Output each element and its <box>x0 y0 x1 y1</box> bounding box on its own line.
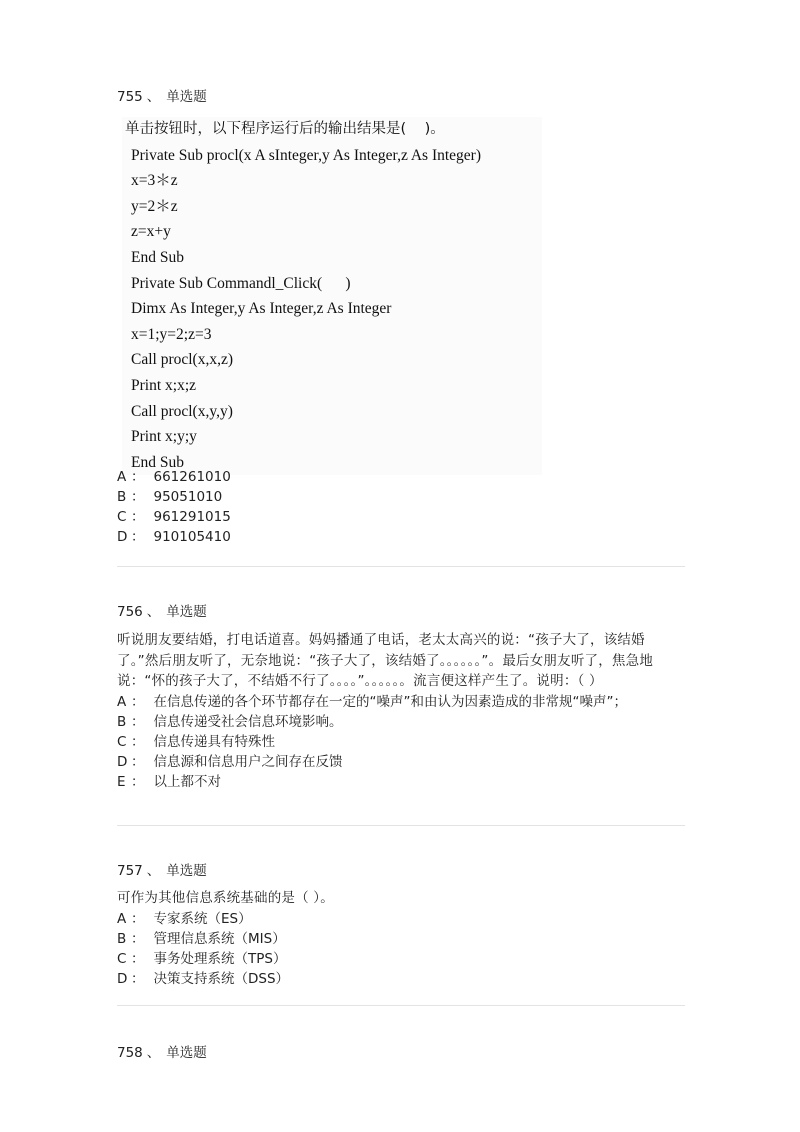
question-divider <box>117 825 685 826</box>
question-number: 757 <box>117 863 143 879</box>
code-line: Dimx As Integer,y As Integer,z As Integer <box>131 300 392 318</box>
code-line: x=1;y=2;z=3 <box>131 325 212 343</box>
option-colon: ： <box>131 970 145 987</box>
option-colon: ： <box>131 469 145 485</box>
option-a[interactable] <box>117 692 685 712</box>
code-line: Print x;x;z <box>131 376 197 394</box>
option-a[interactable] <box>117 467 685 487</box>
code-line: Private Sub procl(x A sInteger,y As Integer,z As Integer) <box>131 146 482 164</box>
option-text: 95051010 <box>153 489 223 505</box>
code-line: End Sub <box>131 248 184 266</box>
code-title: 单击按钮时，以下程序运行后的输出结果是( )。 <box>125 121 445 137</box>
question-separator: 、 <box>146 604 161 620</box>
option-d[interactable] <box>117 969 685 989</box>
option-e[interactable] <box>117 772 685 792</box>
option-text: 961291015 <box>153 509 231 525</box>
code-line: y=2＊z <box>131 197 178 215</box>
code-line: Private Sub Commandl_Click( ) <box>131 274 351 292</box>
option-colon: ： <box>131 773 145 790</box>
option-text: 以上都不对 <box>153 773 221 790</box>
option-text: 专家系统（ES） <box>153 910 252 927</box>
option-letter: B <box>117 930 127 947</box>
option-text: 管理信息系统（MIS） <box>153 930 286 947</box>
option-text: 事务处理系统（TPS） <box>153 950 287 967</box>
code-line: Call procl(x,x,z) <box>131 351 234 369</box>
option-letter: D <box>117 970 128 987</box>
option-letter: E <box>117 773 126 790</box>
question-755 <box>117 87 685 475</box>
question-header <box>117 602 685 622</box>
option-colon: ： <box>131 713 145 730</box>
option-c[interactable] <box>117 732 685 752</box>
code-line: z=x+y <box>131 223 171 241</box>
option-c[interactable] <box>117 507 685 527</box>
option-letter: D <box>117 753 128 770</box>
question-type: 单选题 <box>166 604 207 620</box>
option-colon: ： <box>131 489 145 505</box>
option-b[interactable] <box>117 487 685 507</box>
code-line: x=3＊z <box>131 172 178 190</box>
option-d[interactable] <box>117 527 685 547</box>
code-snippet-image <box>122 117 542 475</box>
option-text: 在信息传递的各个环节都存在一定的“噪声”和由认为因素造成的非常规“噪声”； <box>153 693 627 710</box>
option-letter: B <box>117 489 127 505</box>
question-divider <box>117 1005 685 1006</box>
question-758 <box>117 1043 685 1063</box>
question-number: 755 <box>117 89 143 105</box>
question-separator: 、 <box>146 1045 161 1061</box>
option-c[interactable] <box>117 949 685 969</box>
option-text: 910105410 <box>153 529 231 545</box>
option-a[interactable] <box>117 909 685 929</box>
option-letter: A <box>117 910 127 927</box>
question-separator: 、 <box>146 863 161 879</box>
option-letter: C <box>117 733 127 750</box>
question-number: 756 <box>117 604 143 620</box>
option-text: 661261010 <box>153 469 231 485</box>
option-colon: ： <box>131 733 145 750</box>
option-colon: ： <box>131 930 145 947</box>
option-text: 决策支持系统（DSS） <box>153 970 290 987</box>
question-number: 758 <box>117 1045 143 1061</box>
question-type: 单选题 <box>166 1045 207 1061</box>
code-line: Call procl(x,y,y) <box>131 402 233 420</box>
option-letter: C <box>117 950 127 967</box>
option-colon: ： <box>131 910 145 927</box>
option-letter: D <box>117 529 128 545</box>
option-colon: ： <box>131 509 145 525</box>
option-letter: A <box>117 693 127 710</box>
question-stem: 听说朋友要结婚，打电话道喜。妈妈播通了电话，老太太高兴的说：“孩子大了，该结婚了。”然后朋友听了，无奈地说：“孩子大了，该结婚了。。。。。。”。最后女朋友听了，焦急地说：“怀的孩子大了，不结婚不行了。。。。”。。。。。。流言便这样产生了。说明：（ ） <box>117 632 654 689</box>
option-text: 信息传递受社会信息环境影响。 <box>153 713 343 730</box>
question-756 <box>117 602 685 792</box>
option-text: 信息源和信息用户之间存在反馈 <box>153 753 343 770</box>
option-letter: C <box>117 509 127 525</box>
code-line: End Sub <box>131 453 184 471</box>
question-separator: 、 <box>146 89 161 105</box>
question-stem: 可作为其他信息系统基础的是（ ）。 <box>117 890 334 906</box>
options-755 <box>117 467 685 547</box>
option-b[interactable] <box>117 712 685 732</box>
code-line: Print x;y;y <box>131 428 197 446</box>
question-divider <box>117 566 685 567</box>
question-type: 单选题 <box>166 89 207 105</box>
question-757 <box>117 861 685 989</box>
question-header <box>117 87 685 107</box>
question-header <box>117 1043 685 1063</box>
question-type: 单选题 <box>166 863 207 879</box>
question-header <box>117 861 685 881</box>
option-colon: ： <box>131 753 145 770</box>
option-letter: A <box>117 469 127 485</box>
option-letter: B <box>117 713 127 730</box>
option-colon: ： <box>131 693 145 710</box>
option-colon: ： <box>131 950 145 967</box>
option-d[interactable] <box>117 752 685 772</box>
option-b[interactable] <box>117 929 685 949</box>
option-text: 信息传递具有特殊性 <box>153 733 275 750</box>
option-colon: ： <box>131 529 145 545</box>
